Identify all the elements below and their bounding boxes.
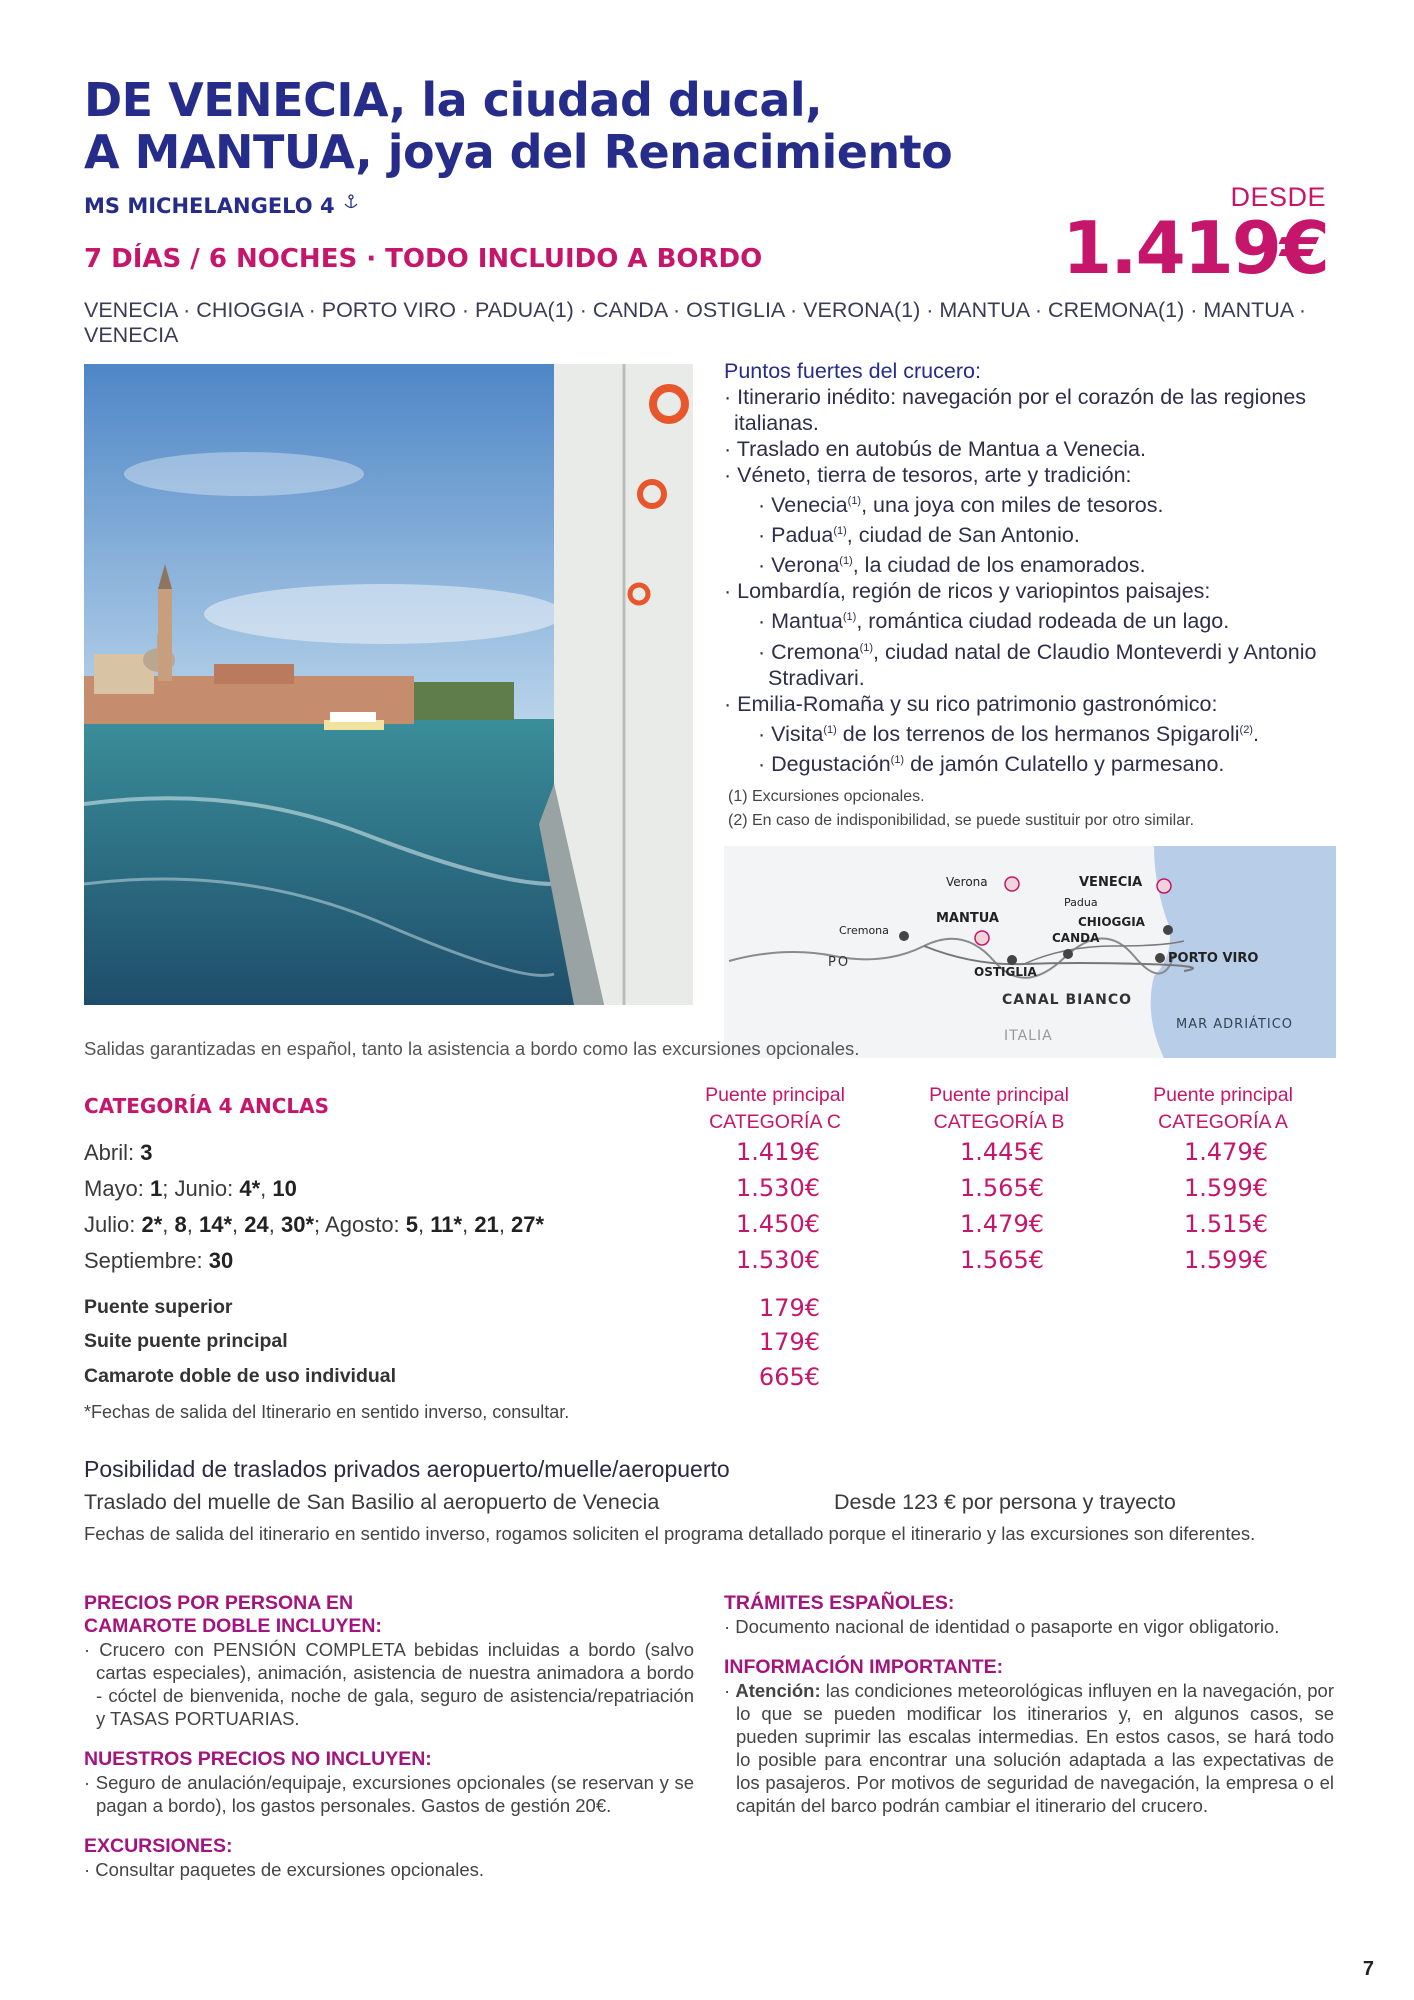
transfers-note: Fechas de salida del itinerario en sentido inverso, rogamos soliciten el programa detallado porque el itinerario y las excursiones son diferentes. [84, 1523, 1256, 1544]
supplement-label: Puente superior [84, 1296, 233, 1318]
footnotes [728, 785, 1194, 833]
page-number: 7 [1362, 1958, 1374, 1980]
tramites-heading: TRÁMITES ESPAÑOLES: [724, 1592, 955, 1614]
price-cell: 1.419€ [736, 1138, 820, 1166]
map-label: MAR ADRIÁTICO [1176, 1017, 1294, 1032]
map-label: CANDA [1052, 931, 1100, 945]
page-title [84, 74, 952, 178]
map-label: Verona [946, 875, 988, 889]
supplement-label: Suite puente principal [84, 1330, 288, 1352]
anchor-icon [344, 194, 358, 210]
sub-item: · Verona$^{(1)}$, la ciudad de los enamorados. [758, 553, 1146, 578]
venice-photo [84, 364, 693, 1005]
footnote-1: (1) Excursiones opcionales. [728, 788, 925, 805]
sub-item: · Degustación$^{(1)}$ de jamón Culatello y parmesano. [758, 752, 1225, 777]
map-label: CANAL BIANCO [1002, 992, 1133, 1008]
supplement-price: 665€ [758, 1363, 820, 1391]
highlights-heading: Puntos fuertes del crucero: [724, 359, 981, 383]
highlight-item: · Traslado en autobús de Mantua a Venecia. [724, 437, 1146, 461]
map-label: MANTUA [936, 911, 999, 926]
ship-name: MS MICHELANGELO 4 [84, 194, 358, 218]
title-line-1: DE VENECIA, la ciudad ducal, [84, 73, 823, 127]
incluyen-heading: PRECIOS POR PERSONA EN CAMAROTE DOBLE INCLUYEN: [84, 1592, 382, 1637]
duration-line: 7 DÍAS / 6 NOCHES · TODO INCLUIDO A BORDO [84, 244, 763, 274]
no-incluyen-text: · Seguro de anulación/equipaje, excursiones opcionales (se reservan y se pagan a bordo), los gastos personales. Gastos de gestión 20€. [84, 1772, 694, 1816]
table-footnote: *Fechas de salida del Itinerario en sentido inverso, consultar. [84, 1402, 570, 1422]
map-label: CHIOGGIA [1078, 915, 1145, 929]
map-label: PORTO VIRO [1168, 951, 1259, 966]
no-incluyen-heading: NUESTROS PRECIOS NO INCLUYEN: [84, 1748, 432, 1770]
transfer-price: Desde 123 € por persona y trayecto [834, 1490, 1176, 1514]
importante-heading: INFORMACIÓN IMPORTANTE: [724, 1656, 1004, 1678]
column-header-b: Puente principal CATEGORÍA B [929, 1084, 1069, 1133]
title-line-2: A MANTUA, joya del Renacimiento [84, 125, 953, 179]
map-label: Cremona [839, 924, 889, 937]
supplement-price: 179€ [758, 1294, 820, 1322]
price-cell: 1.479€ [1184, 1138, 1268, 1166]
price-cell: 1.445€ [960, 1138, 1044, 1166]
highlight-item: · Itinerario inédito: navegación por el corazón de las regiones italianas. [724, 385, 1307, 435]
category-heading: CATEGORÍA 4 ANCLAS [84, 1094, 330, 1118]
price-cell: 1.515€ [1184, 1210, 1268, 1238]
price-cell: 1.599€ [1184, 1246, 1268, 1274]
price-cell: 1.450€ [736, 1210, 820, 1238]
sub-item: · Venecia$^{(1)}$, una joya con miles de tesoros. [758, 493, 1164, 518]
transfers-title: Posibilidad de traslados privados aeropuerto/muelle/aeropuerto [84, 1456, 730, 1482]
excursiones-heading: EXCURSIONES: [84, 1835, 233, 1857]
info-right [724, 1592, 1334, 1817]
route-line: VENECIA · CHIOGGIA · PORTO VIRO · PADUA(1) · CANDA · OSTIGLIA · VERONA(1) · MANTUA · CREMONA(1) · MANTUA · VENECIA [84, 298, 1307, 347]
sub-item: · Padua$^{(1)}$, ciudad de San Antonio. [758, 523, 1080, 548]
price-from: 1.419€ [1062, 206, 1328, 290]
column-header-c: Puente principal CATEGORÍA C [705, 1084, 845, 1133]
sub-item: · Mantua$^{(1)}$, romántica ciudad rodeada de un lago. [758, 609, 1230, 634]
map-label: Padua [1064, 896, 1098, 909]
price-cell: 1.530€ [736, 1174, 820, 1202]
highlights [724, 358, 1340, 777]
column-header-a: Puente principal CATEGORÍA A [1153, 1084, 1293, 1133]
map-label: ITALIA [1004, 1028, 1053, 1044]
highlight-item: · Lombardía, región de ricos y variopintos paisajes: [724, 579, 1211, 604]
map-label: OSTIGLIA [974, 965, 1037, 979]
price-cell: 1.479€ [960, 1210, 1044, 1238]
map-label: PO [828, 955, 851, 970]
highlight-item: · Emilia-Romaña y su rico patrimonio gastronómico: [724, 691, 1218, 716]
price-cell: 1.565€ [960, 1246, 1044, 1274]
supplement-label: Camarote doble de uso individual [84, 1365, 397, 1387]
importante-text: · Atención: las condiciones meteorológicas influyen en la navegación, por lo que se pueden modificar los itinerarios y, en algunos casos, se pueden suprimir las escalas intermedias. En estos casos, se hará todo lo posible para encontrar una solución adaptada a las expectativas de los pasajeros. Por motivos de seguridad de navegación, la empresa o el capitán del barco podrán cambiar el itinerario del crucero. [724, 1680, 1334, 1816]
route-map [724, 846, 1336, 1058]
footnote-2: (2) En caso de indisponibilidad, se puede sustituir por otro similar. [728, 812, 1195, 829]
tramites-text: · Documento nacional de identidad o pasaporte en vigor obligatorio. [724, 1616, 1280, 1637]
sub-item: · Visita$^{(1)}$ de los terrenos de los hermanos Spigaroli$^{(2)}$. [758, 721, 1259, 746]
price-cell: 1.530€ [736, 1246, 820, 1274]
incluyen-text: · Crucero con PENSIÓN COMPLETA bebidas incluidas a bordo (salvo cartas especiales), animación, asistencia de nuestra animadora a bordo - cóctel de bienvenida, noche de gala, seguro de asistencia/repatriación y TASAS PORTUARIAS. [84, 1639, 694, 1729]
transfer-item: Traslado del muelle de San Basilio al aeropuerto de Venecia [84, 1490, 660, 1514]
highlight-item: · Véneto, tierra de tesoros, arte y tradición: [724, 463, 1132, 487]
date-row-label: Abril: 3 [84, 1140, 153, 1165]
map-label: VENECIA [1079, 875, 1143, 890]
info-left [84, 1592, 694, 1881]
excursiones-text: · Consultar paquetes de excursiones opcionales. [84, 1859, 485, 1880]
supplement-price: 179€ [758, 1328, 820, 1356]
date-row-label: Mayo: 1; Junio: 4*, 10 [84, 1176, 297, 1201]
date-row-label: Septiembre: 30 [84, 1248, 234, 1273]
sub-item: · Cremona$^{(1)}$, ciudad natal de Claudio Monteverdi y Antonio Stradivari. [758, 639, 1317, 690]
price-cell: 1.565€ [960, 1174, 1044, 1202]
desde-label: DESDE [1230, 182, 1326, 212]
price-cell: 1.599€ [1184, 1174, 1268, 1202]
salidas-note: Salidas garantizadas en español, tanto la asistencia a bordo como las excursiones opcionales. [84, 1038, 860, 1059]
date-row-label: Julio: 2*, 8, 14*, 24, 30*; Agosto: 5, 11*, 21, 27* [84, 1212, 545, 1237]
